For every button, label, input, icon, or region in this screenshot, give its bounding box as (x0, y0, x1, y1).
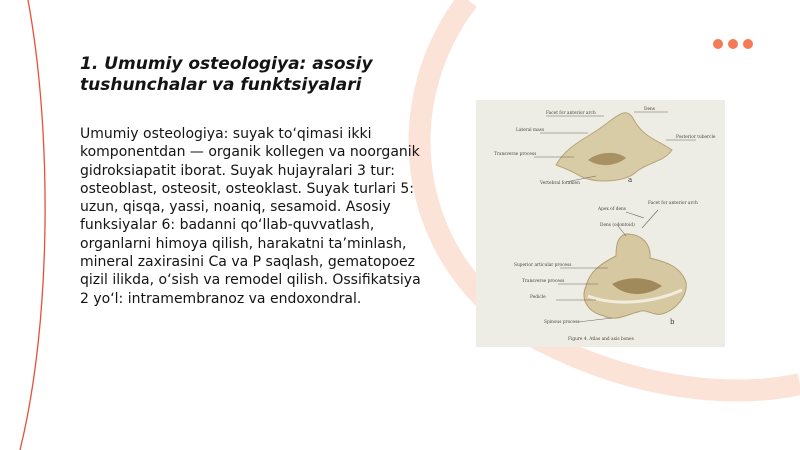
label-facet-anterior: Facet for anterior arch (546, 111, 596, 116)
label-vertebral-foramen: Vertebral foramen (540, 181, 580, 186)
label-transverse-upper: Transverse process (494, 152, 537, 157)
label-superior-articular: Superior articular process (514, 263, 572, 268)
caption: Figure 4. Atlas and axis bones (568, 337, 634, 342)
letter-a: a (628, 176, 633, 184)
label-lateral-mass: Lateral mass (516, 128, 545, 133)
dot-icon (713, 39, 723, 49)
menu-dots-icon (713, 39, 753, 49)
slide-body-text: Umumiy osteologiya: suyak to‘qimasi ikki komponentdan — organik kollegen va noorganik gidroksiapatit iborat. Suyak hujayralari 3 tur: osteoblast, osteosit, osteoklast. Suyak turlari 5: uzun, qisqa, yassi, noaniq, sesamoid. Asosiy funksiyalar 6: badanni qo‘llab-quvvatlash, organlarni himoya qilish, harakatni ta’minlash, mineral zaxirasini Ca va P saqlash, gematopoez qizil ilikda, o‘sish va remodel qilish. Ossifikatsiya 2 yo‘l: intramembranoz va endoxondral. (80, 126, 421, 307)
label-apex-dens: Apex of dens (598, 207, 626, 212)
slide-title: 1. Umumiy osteologiya: asosiy tushunchalar va funktsiyalari (80, 54, 373, 95)
label-posterior-tubercle: Posterior tubercle (676, 135, 716, 140)
dot-icon (743, 39, 753, 49)
dot-icon (728, 39, 738, 49)
vertebra-illustration (476, 100, 725, 347)
label-transverse-lower: Transverse process (522, 279, 565, 284)
label-spinous: Spinous process (544, 320, 580, 325)
label-pedicle: Pedicle (530, 295, 546, 300)
label-facet-lower: Facet for anterior arch (648, 201, 698, 206)
letter-b: b (670, 318, 675, 326)
left-thin-curve (20, 0, 45, 450)
label-dens-lower: Dens (odontoid) (600, 223, 635, 228)
label-dens: Dens (644, 107, 655, 112)
